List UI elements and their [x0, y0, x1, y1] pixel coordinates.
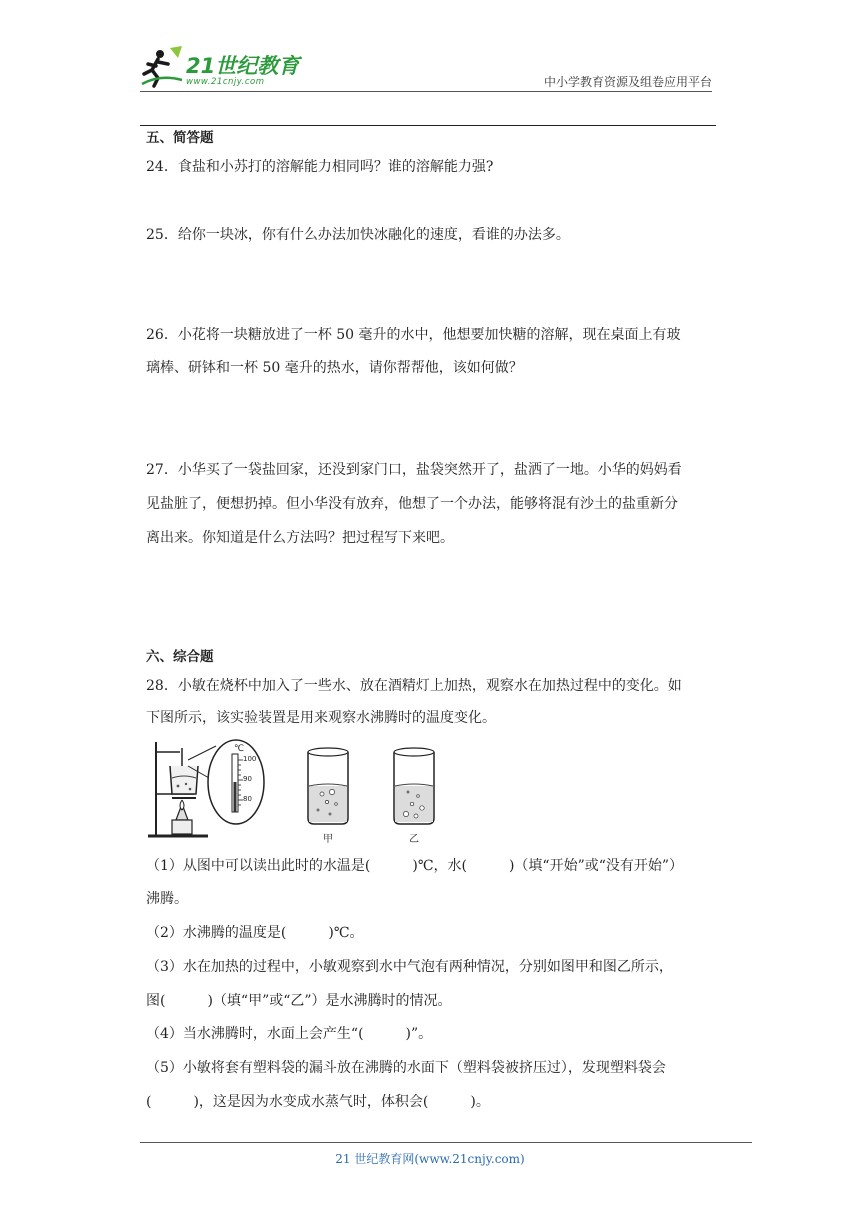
question-27-line-2: 见盐脏了，便想扔掉。但小华没有放弃，他想了一个办法，能够将混有沙土的盐重新分: [146, 496, 678, 512]
sub-question-4: （4）当水沸腾时，水面上会产生“( )”。: [146, 1026, 433, 1042]
site-logo[interactable]: [140, 44, 320, 94]
section-heading-short-answer: 五、简答题: [146, 130, 214, 146]
sub-question-1-line-1: （1）从图中可以读出此时的水温是( )℃，水( )（填“开始”或“没有开始”）: [146, 858, 684, 874]
question-24: 24．食盐和小苏打的溶解能力相同吗？谁的溶解能力强?: [146, 159, 494, 175]
logo-text: 21世纪教育: [186, 54, 300, 78]
figure-label-jia: 甲: [323, 834, 333, 845]
question-27-line-3: 离出来。你知道是什么方法吗？把过程写下来吧。: [146, 530, 454, 546]
content-top-divider: [140, 125, 716, 126]
question-27-line-1: 27．小华买了一袋盐回家，还没到家门口，盐袋突然开了，盐洒了一地。小华的妈妈看: [146, 462, 682, 478]
sub-question-2: （2）水沸腾的温度是( )℃。: [146, 925, 364, 941]
thermometer-tick-100: 100: [243, 755, 257, 763]
footer-link[interactable]: 21 世纪教育网(www.21cnjy.com): [335, 1152, 525, 1166]
thermometer-tick-90: 90: [243, 775, 252, 783]
question-26-line-1: 26．小花将一块糖放进了一杯 50 毫升的水中，他想要加快糖的溶解，现在桌面上有玻: [146, 327, 681, 343]
sub-question-5-line-1: （5）小敏将套有塑料袋的漏斗放在沸腾的水面下（塑料袋被挤压过），发现塑料袋会: [146, 1060, 666, 1076]
thermometer-tick-80: 80: [243, 795, 252, 803]
section-heading-comprehensive: 六、综合题: [146, 649, 214, 665]
runner-icon: [140, 44, 184, 90]
figure-label-yi: 乙: [409, 834, 419, 845]
question-26-line-2: 璃棒、研钵和一杯 50 毫升的热水，请你帮帮他，该如何做？: [146, 360, 523, 376]
sub-question-5-line-2: ( )，这是因为水变成水蒸气时，体积会( )。: [146, 1094, 490, 1110]
question-28-line-2: 下图所示，该实验装置是用来观察水沸腾时的温度变化。: [146, 710, 496, 726]
header-divider: [140, 91, 712, 92]
apparatus-drawing: [146, 738, 446, 844]
question-28-line-1: 28．小敏在烧杯中加入了一些水、放在酒精灯上加热，观察水在加热过程中的变化。如: [146, 678, 682, 694]
question-25: 25．给你一块冰，你有什么办法加快冰融化的速度，看谁的办法多。: [146, 227, 570, 243]
sub-question-3-line-2: 图( )（填“甲”或“乙”）是水沸腾时的情况。: [146, 993, 452, 1009]
sub-question-1-line-2: 沸腾。: [146, 891, 188, 907]
platform-name: 中小学教育资源及组卷应用平台: [543, 75, 712, 89]
experiment-figure: [146, 738, 446, 844]
thermometer-unit: ℃: [234, 744, 245, 754]
sub-question-3-line-1: （3）水在加热的过程中，小敏观察到水中气泡有两种情况，分别如图甲和图乙所示，: [146, 959, 673, 975]
footer-divider: [140, 1142, 752, 1143]
logo-url: www.21cnjy.com: [186, 77, 265, 87]
